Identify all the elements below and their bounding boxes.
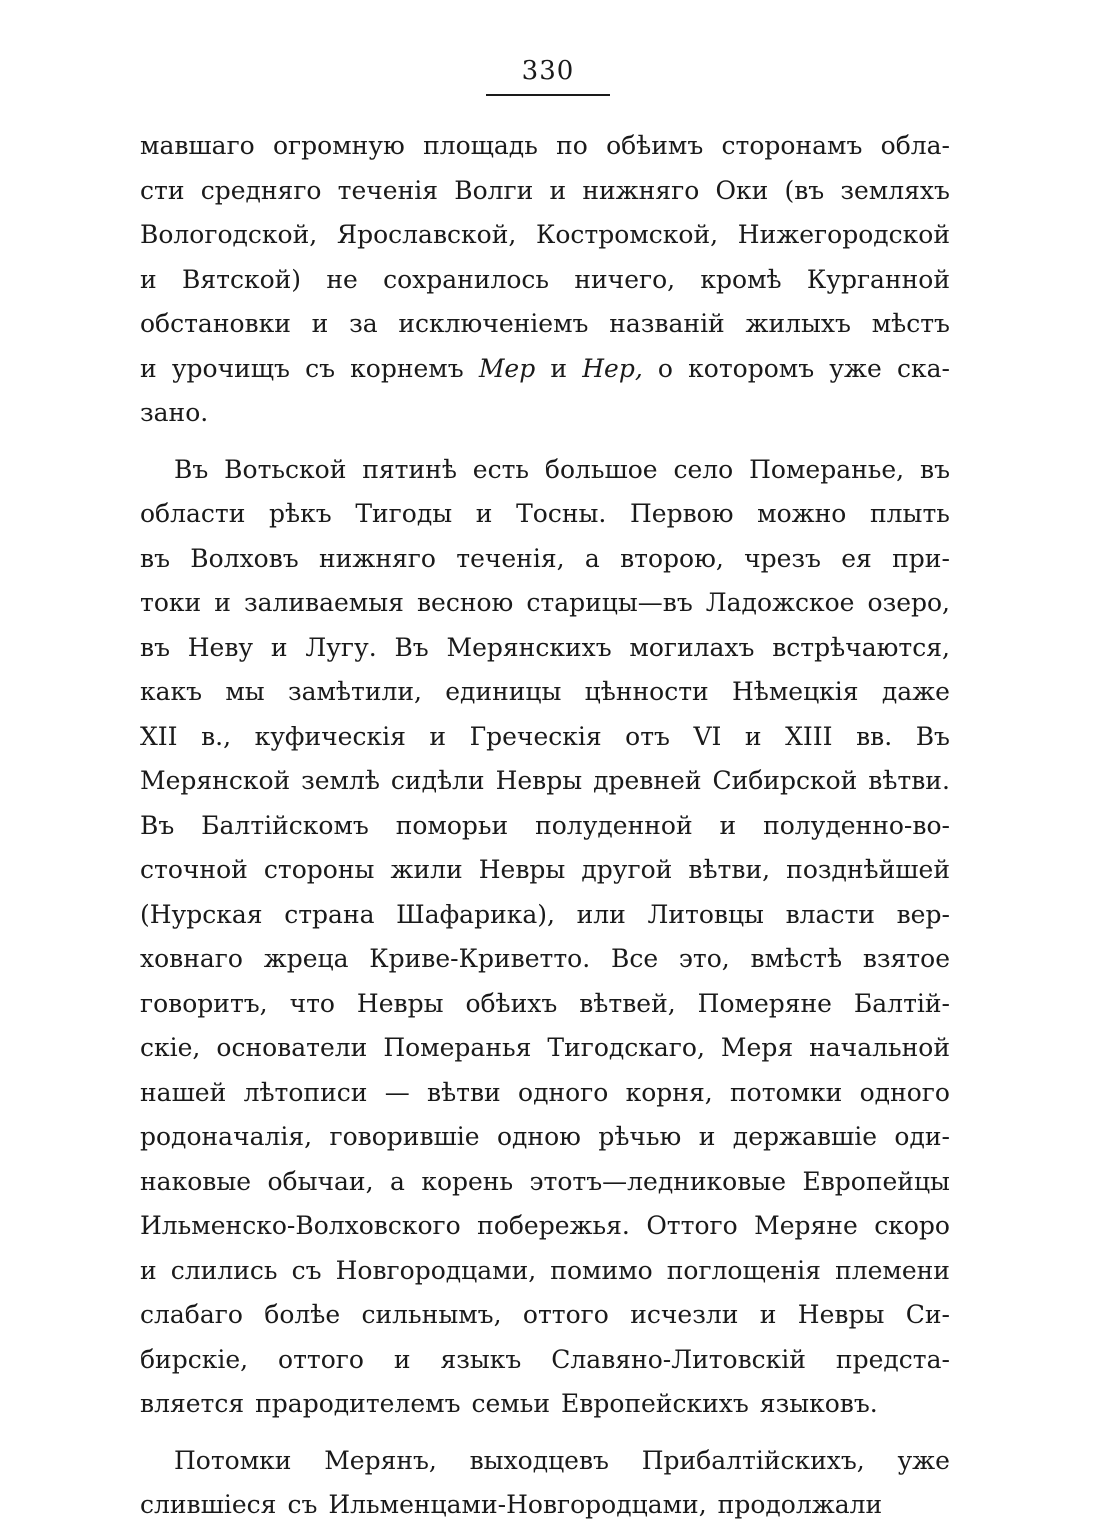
paragraph	[140, 448, 950, 1427]
text-line: какъ мы замѣтили, единицы цѣнности Нѣмецкія даже	[140, 677, 950, 706]
text-line: мавшаго огромную площадь по обѣимъ сторонамъ обла-	[140, 131, 950, 160]
text-line: родоначалія, говорившіе одною рѣчью и державшіе оди-	[140, 1122, 950, 1151]
text-line: Мерянской землѣ сидѣли Невры древней Сибирской вѣтви.	[140, 766, 950, 795]
text-line: (Нурская страна Шафарика), или Литовцы власти вер-	[140, 899, 950, 929]
text-line: зано.	[140, 398, 209, 427]
text-line: ховнаго жреца Криве-Криветто. Все это, вмѣстѣ взятое	[140, 944, 950, 973]
text-line: слабаго болѣе сильнымъ, оттого исчезли и Невры Си-	[140, 1300, 950, 1329]
text-line: Потомки Мерянъ, выходцевъ Прибалтійскихъ, уже	[174, 1445, 950, 1475]
body-text	[140, 124, 950, 1528]
text-line: бирскіе, оттого и языкъ Славяно-Литовскій предста-	[140, 1344, 950, 1374]
page-number-rule	[486, 94, 610, 96]
paragraph-gap	[140, 1427, 950, 1439]
page-number: 330	[521, 56, 575, 86]
text-line: въ Неву и Лугу. Въ Мерянскихъ могилахъ встрѣчаются,	[140, 632, 950, 662]
text-line: Вологодской, Ярославской, Костромской, Нижегородской	[140, 220, 950, 249]
text-line: въ Волховъ нижняго теченія, а второю, чрезъ ея при-	[140, 543, 950, 573]
text-line: нашей лѣтописи — вѣтви одного корня, потомки одного	[140, 1077, 950, 1107]
paragraph	[140, 124, 950, 436]
text-line: обстановки и за исключеніемъ названій жилыхъ мѣстъ	[140, 309, 950, 338]
text-line: сточной стороны жили Невры другой вѣтви, позднѣйшей	[140, 855, 950, 884]
text-line: говоритъ, что Невры обѣихъ вѣтвей, Померяне Балтій-	[140, 988, 950, 1018]
text-line: Ильменско-Волховского побережья. Оттого Меряне скоро	[140, 1211, 950, 1240]
text-line: и урочищъ съ корнемъ Мер и Нер, о которомъ уже ска-	[140, 353, 950, 383]
text-line: скіе, основатели Померанья Тигодскаго, Меря начальной	[140, 1033, 950, 1062]
text-line: области рѣкъ Тигоды и Тосны. Первою можно плыть	[140, 499, 950, 528]
paragraph	[140, 1439, 950, 1528]
text-line: Въ Балтійскомъ поморьи полуденной и полуденно-во-	[140, 810, 950, 840]
text-line: сти средняго теченія Волги и нижняго Оки (въ земляхъ	[140, 175, 950, 205]
text-line: и слились съ Новгородцами, помимо поглощенія племени	[140, 1255, 950, 1285]
text-line: вляется прародителемъ семьи Европейскихъ языковъ.	[140, 1389, 878, 1418]
text-line: и Вятской) не сохранилось ничего, кромѣ Курганной	[140, 264, 950, 294]
text-line: Въ Вотьской пятинѣ есть большое село Померанье, въ	[174, 454, 950, 484]
text-line: слившіеся съ Ильменцами-Новгородцами, продолжали	[140, 1490, 883, 1519]
text-line: токи и заливаемыя весною старицы—въ Ладожское озеро,	[140, 588, 950, 617]
text-line: XII в., куфическія и Греческія отъ VI и XIII вв. Въ	[140, 721, 950, 751]
paragraph-gap	[140, 436, 950, 448]
text-line: наковые обычаи, а корень этотъ—ледниковые Европейцы	[140, 1166, 950, 1196]
